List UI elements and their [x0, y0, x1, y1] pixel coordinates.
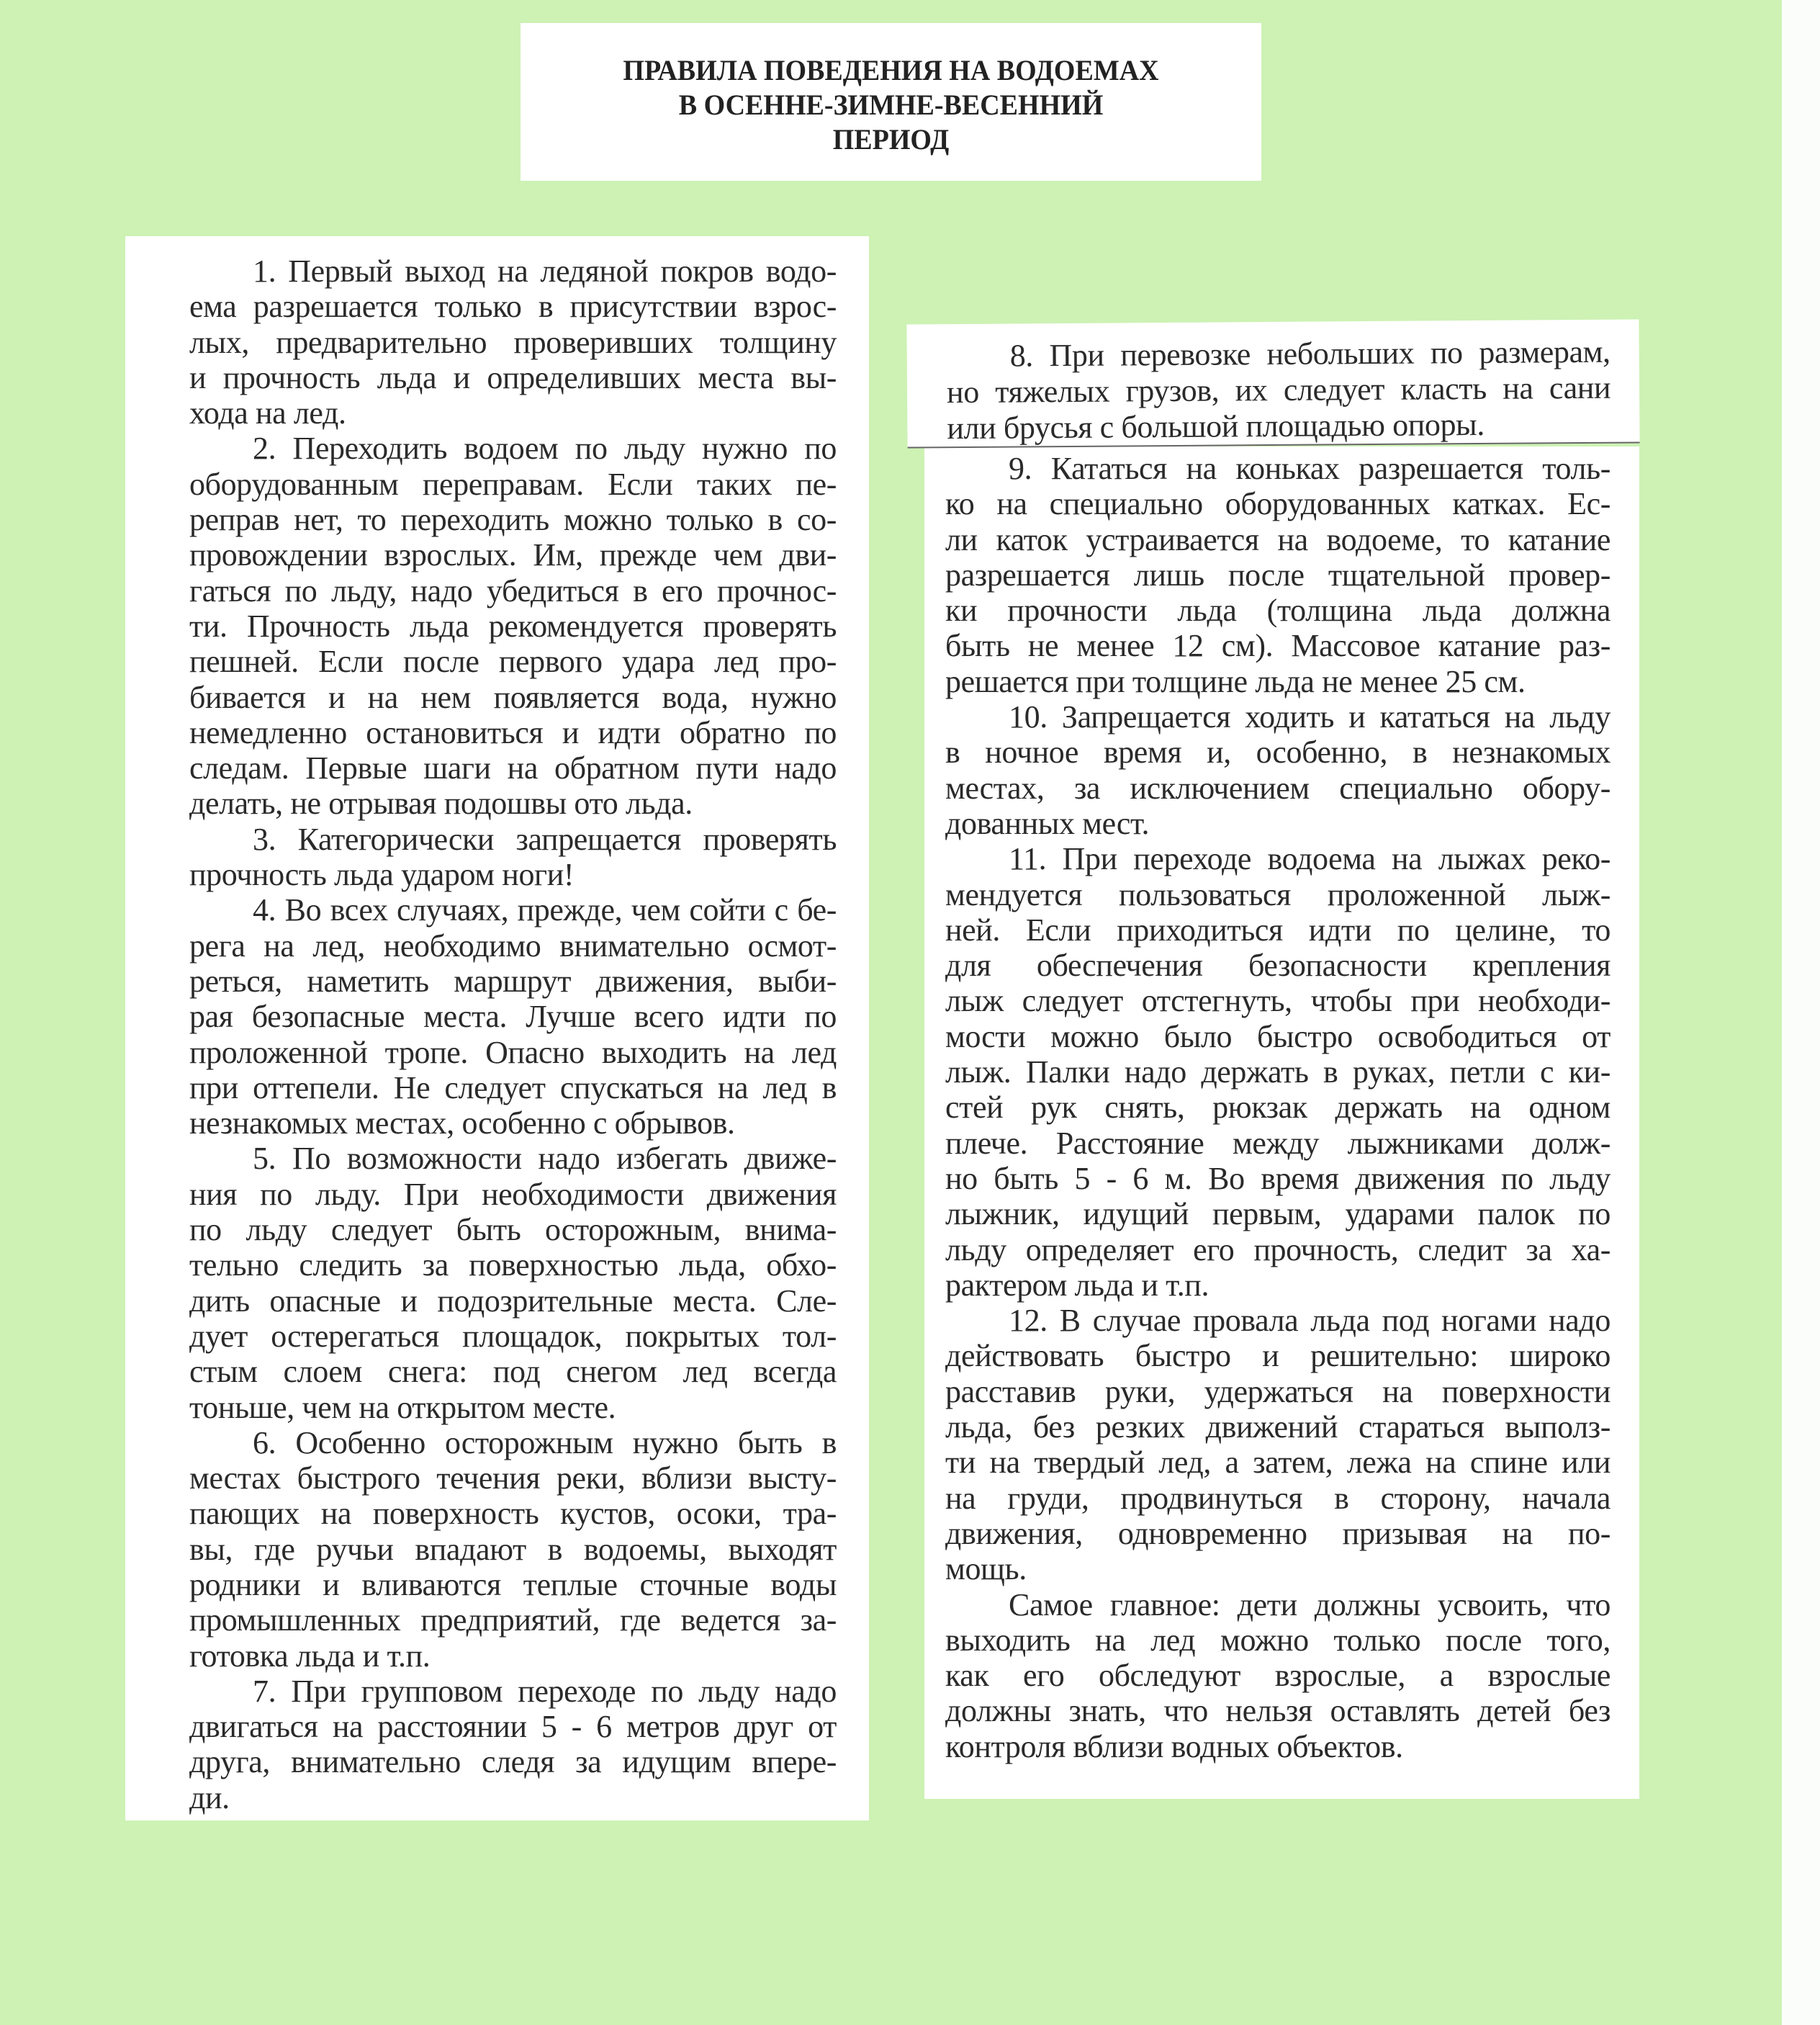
text-line: 1. Первый выход на ледяной покров водо- — [253, 253, 837, 289]
text-line: 3. Категорически запрещается проверять — [253, 821, 837, 857]
text-line: льда, без резких движений стараться выполз- — [945, 1409, 1610, 1445]
text-line: как его обследуют взрослые, а взрослые — [945, 1658, 1610, 1694]
rule-paragraph — [945, 1303, 1610, 1586]
text-line: рега на лед, необходимо внимательно осмот- — [189, 928, 837, 964]
text-line: готовка льда и т.п. — [189, 1638, 431, 1674]
text-line: дить опасные и подозрительные места. Сле- — [189, 1283, 837, 1319]
text-line: ли каток устраивается на водоеме, то катание — [945, 521, 1610, 557]
text-line: пешней. Если после первого удара лед про- — [189, 644, 837, 680]
text-line: 4. Во всех случаях, прежде, чем сойти с бе- — [253, 892, 837, 928]
text-line: лых, предварительно проверивших толщину — [189, 324, 837, 360]
text-line: по льду следует быть осторожным, внима- — [189, 1212, 837, 1248]
text-line: дует остерегаться площадок, покрытых тол- — [189, 1318, 837, 1354]
rule-paragraph — [947, 334, 1611, 446]
text-line: мости можно было быстро освободиться от — [945, 1018, 1610, 1054]
page-title-line-1: ПРАВИЛА ПОВЕДЕНИЯ НА ВОДОЕМАХ — [623, 54, 1159, 86]
text-line: немедленно остановиться и идти обратно по — [189, 714, 837, 750]
text-line: или брусья с большой площадью опоры. — [947, 406, 1485, 446]
text-line: рая безопасные места. Лучше всего идти по — [189, 999, 837, 1035]
text-line: тельно следить за поверхностью льда, обхо- — [189, 1247, 837, 1283]
text-line: ния по льду. При необходимости движения — [189, 1176, 837, 1212]
text-line: 6. Особенно осторожным нужно быть в — [253, 1424, 837, 1460]
text-line: друга, внимательно следя за идущим впере- — [189, 1744, 837, 1780]
text-line: выходить на лед можно только после того, — [945, 1622, 1610, 1658]
text-line: гаться по льду, надо убедиться в его прочнос- — [189, 573, 837, 609]
page-title-line-3: ПЕРИОД — [832, 123, 950, 156]
text-line: рактером льда и т.п. — [945, 1267, 1209, 1303]
text-line: незнакомых местах, особенно с обрывов. — [189, 1105, 735, 1141]
text-line: в ночное время и, особенно, в незнакомых — [945, 735, 1610, 771]
text-line: 8. При перевозке небольших по размерам, — [1009, 333, 1610, 374]
text-line: на груди, продвинуться в сторону, начала — [945, 1480, 1610, 1516]
text-line: реться, наметить маршрут движения, выби- — [189, 963, 837, 999]
text-line: ти. Прочность льда рекомендуется проверять — [189, 608, 837, 644]
text-line: расставив руки, удержаться на поверхности — [945, 1373, 1610, 1409]
text-line: родники и вливаются теплые сточные воды — [189, 1566, 837, 1602]
text-line: движения, одновременно призывая на по- — [945, 1515, 1610, 1551]
text-line: льду определяет его прочность, следит за ха- — [945, 1231, 1610, 1267]
rule-paragraph — [945, 1587, 1610, 1764]
text-line: бивается и на нем появляется вода, нужно — [189, 679, 837, 715]
text-line: провождении взрослых. Им, прежде чем дви- — [189, 537, 837, 573]
text-line: контроля вблизи водных объектов. — [945, 1728, 1403, 1764]
text-line: при оттепели. Не следует спускаться на лед в — [189, 1069, 837, 1105]
text-line: мощь. — [945, 1551, 1027, 1587]
text-line: 2. Переходить водоем по льду нужно по — [253, 431, 837, 467]
rule-paragraph — [945, 841, 1610, 1303]
rule-paragraph — [189, 892, 837, 1141]
text-line: для обеспечения безопасности крепления — [945, 948, 1610, 984]
right-rules-column — [924, 446, 1639, 1799]
text-line: ней. Если приходиться идти по целине, то — [945, 912, 1610, 948]
text-line: разрешается лишь после тщательной провер- — [945, 557, 1610, 593]
text-line: ема разрешается только в присутствии взрос- — [189, 289, 837, 325]
text-line: решается при толщине льда не менее 25 см. — [945, 663, 1526, 699]
rule-paragraph — [945, 451, 1610, 699]
text-line: Самое главное: дети должны усвоить, что — [1009, 1586, 1610, 1622]
text-line: действовать быстро и решительно: широко — [945, 1338, 1610, 1374]
text-line: ди. — [189, 1779, 230, 1815]
text-line: оборудованным переправам. Если таких пе- — [189, 466, 837, 502]
text-line: и прочность льда и определивших места вы- — [189, 359, 837, 395]
text-line: вы, где ручьи впадают в водоемы, выходят — [189, 1531, 837, 1567]
text-line: проложенной тропе. Опасно выходить на лед — [189, 1034, 837, 1070]
text-line: 12. В случае провала льда под ногами надо — [1009, 1303, 1610, 1339]
paper-edge — [1782, 0, 1820, 2025]
rule-paragraph — [189, 1674, 837, 1815]
text-line: тоньше, чем на открытом месте. — [189, 1389, 616, 1425]
text-line: реправ нет, то переходить можно только в со- — [189, 502, 837, 538]
text-line: быть не менее 12 см). Массовое катание раз- — [945, 628, 1610, 664]
text-line: плече. Расстояние между лыжниками долж- — [945, 1125, 1610, 1161]
text-line: двигаться на расстоянии 5 - 6 метров друг от — [189, 1709, 837, 1745]
text-line: пающих на поверхность кустов, осоки, тра- — [189, 1496, 837, 1532]
rule-paragraph — [189, 1141, 837, 1424]
text-line: прочность льда ударом ноги! — [189, 857, 575, 893]
text-line: промышленных предприятий, где ведется за- — [189, 1602, 837, 1638]
rule-paragraph — [189, 1425, 837, 1674]
rule-paragraph — [189, 253, 837, 431]
text-line: 9. Кататься на коньках разрешается толь- — [1009, 451, 1610, 486]
text-line: 7. При групповом переходе по льду надо — [253, 1673, 837, 1709]
text-line: ки прочности льда (толщина льда должна — [945, 593, 1610, 629]
text-line: местах быстрого течения реки, вблизи высту- — [189, 1460, 837, 1496]
text-line: лыжник, идущий первым, ударами палок по — [945, 1196, 1610, 1232]
left-rules-column — [125, 236, 869, 1820]
title-card — [521, 23, 1261, 181]
text-line: стым слоем снега: под снегом лед всегда — [189, 1354, 837, 1390]
text-line: мендуется пользоваться проложенной лыж- — [945, 876, 1610, 912]
text-line: 10. Запрещается ходить и кататься на льду — [1009, 699, 1610, 735]
text-line: местах, за исключением специально обору- — [945, 770, 1610, 806]
page-title-line-2: В ОСЕННЕ-ЗИМНЕ-ВЕСЕННИЙ — [678, 89, 1104, 121]
text-line: лыж. Палки надо держать в руках, петли с ки- — [945, 1054, 1610, 1090]
text-line: но быть 5 - 6 м. Во время движения по льду — [945, 1160, 1610, 1196]
text-line: 5. По возможности надо избегать движе- — [253, 1141, 837, 1177]
text-line: хода на лед. — [189, 395, 346, 431]
text-line: стей рук снять, рюкзак держать на одном — [945, 1090, 1610, 1126]
rule-paragraph — [189, 431, 837, 821]
rule-paragraph — [945, 699, 1610, 841]
text-line: но тяжелых грузов, их следует класть на сани — [946, 369, 1611, 410]
rule-paragraph — [189, 822, 837, 893]
text-line: должны знать, что нельзя оставлять детей без — [945, 1693, 1610, 1729]
text-line: делать, не отрывая подошвы ото льда. — [189, 786, 693, 822]
text-line: лыж следует отстегнуть, чтобы при необходи- — [945, 983, 1610, 1019]
text-line: ко на специально оборудованных катках. Ес- — [945, 486, 1610, 522]
rule-8-strip — [906, 319, 1639, 448]
text-line: 11. При переходе водоема на лыжах реко- — [1009, 841, 1610, 877]
text-line: ти на твердый лед, а затем, лежа на спине или — [945, 1445, 1610, 1481]
text-line: дованных мест. — [945, 805, 1150, 841]
text-line: следам. Первые шаги на обратном пути надо — [189, 750, 837, 786]
